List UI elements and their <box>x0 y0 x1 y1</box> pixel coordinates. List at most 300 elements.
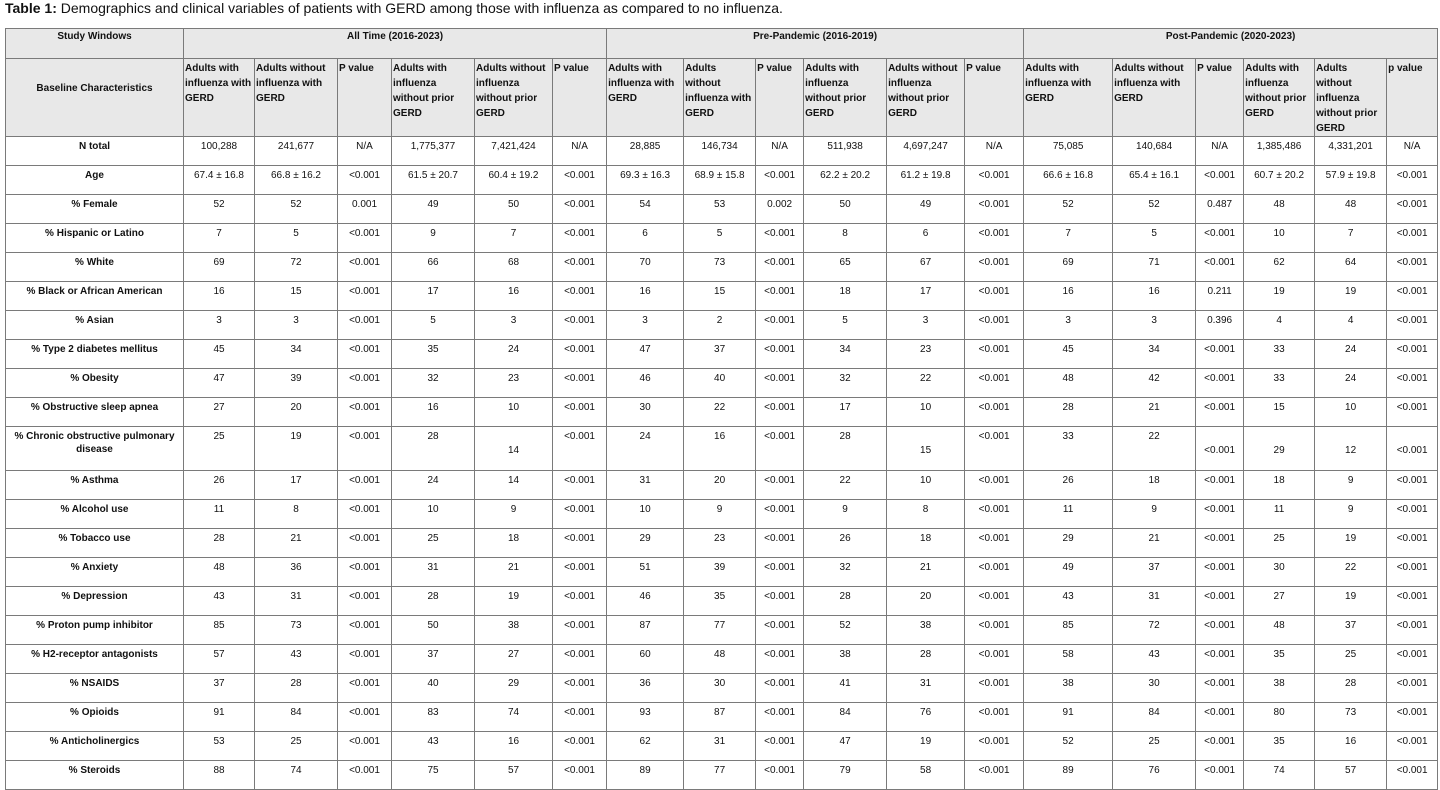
table-cell: 66 <box>392 253 475 282</box>
table-cell: 14 <box>475 427 553 471</box>
table-cell: <0.001 <box>338 645 392 674</box>
table-row <box>6 616 1438 645</box>
table-cell: 37 <box>184 674 255 703</box>
table-cell: <0.001 <box>1196 674 1244 703</box>
column-header: Adults with influenza with GERD <box>607 59 684 137</box>
table-cell: 84 <box>1113 703 1196 732</box>
table-cell: 28 <box>184 529 255 558</box>
table-row <box>6 500 1438 529</box>
table-row <box>6 224 1438 253</box>
table-cell: <0.001 <box>553 369 607 398</box>
table-cell: 30 <box>1244 558 1315 587</box>
table-cell: 9 <box>392 224 475 253</box>
table-cell: 16 <box>1024 282 1113 311</box>
table-cell: 9 <box>475 500 553 529</box>
table-cell: 50 <box>804 195 887 224</box>
table-cell: 47 <box>184 369 255 398</box>
table-cell: 77 <box>684 761 756 790</box>
table-cell: 5 <box>804 311 887 340</box>
table-cell: <0.001 <box>1196 398 1244 427</box>
table-cell: 52 <box>1024 195 1113 224</box>
table-cell: 93 <box>607 703 684 732</box>
table-cell: 35 <box>392 340 475 369</box>
table-cell: 19 <box>887 732 965 761</box>
table-row <box>6 427 1438 471</box>
table-row <box>6 282 1438 311</box>
table-cell: <0.001 <box>553 224 607 253</box>
table-cell: 60 <box>607 645 684 674</box>
table-cell: 89 <box>607 761 684 790</box>
demographics-table <box>5 28 1438 790</box>
table-cell: 21 <box>1113 398 1196 427</box>
table-cell: 64 <box>1315 253 1387 282</box>
table-cell: 21 <box>475 558 553 587</box>
table-cell: 77 <box>684 616 756 645</box>
table-cell: 48 <box>1244 616 1315 645</box>
table-cell: 5 <box>255 224 338 253</box>
table-cell: 9 <box>1315 471 1387 500</box>
table-cell: <0.001 <box>553 253 607 282</box>
table-cell: <0.001 <box>965 369 1024 398</box>
table-cell: 10 <box>887 471 965 500</box>
table-cell: 18 <box>475 529 553 558</box>
table-cell: 57 <box>1315 761 1387 790</box>
table-cell: 47 <box>607 340 684 369</box>
table-cell: 72 <box>255 253 338 282</box>
table-cell: 29 <box>1244 427 1315 471</box>
table-cell: 21 <box>887 558 965 587</box>
table-cell: 4,697,247 <box>887 137 965 166</box>
table-cell: 146,734 <box>684 137 756 166</box>
table-cell: 7,421,424 <box>475 137 553 166</box>
table-cell: 41 <box>804 674 887 703</box>
row-label: % Black or African American <box>6 282 184 311</box>
table-cell: 35 <box>1244 732 1315 761</box>
table-cell: 42 <box>1113 369 1196 398</box>
table-cell: 70 <box>607 253 684 282</box>
table-cell: 17 <box>392 282 475 311</box>
table-cell: 28 <box>1315 674 1387 703</box>
column-header: P value <box>1196 59 1244 137</box>
table-caption <box>5 0 783 20</box>
table-row <box>6 674 1438 703</box>
row-label: % Chronic obstructive pulmonary disease <box>6 427 184 471</box>
column-header: Adults without influenza without prior GERD <box>475 59 553 137</box>
table-cell: 32 <box>804 369 887 398</box>
table-cell: 53 <box>684 195 756 224</box>
table-cell: 28,885 <box>607 137 684 166</box>
table-cell: 38 <box>887 616 965 645</box>
table-cell: <0.001 <box>338 369 392 398</box>
row-label: % Proton pump inhibitor <box>6 616 184 645</box>
table-cell: <0.001 <box>965 427 1024 471</box>
table-cell: 43 <box>392 732 475 761</box>
table-cell: <0.001 <box>1387 340 1438 369</box>
table-cell: <0.001 <box>965 195 1024 224</box>
column-header: Adults with influenza without prior GERD <box>804 59 887 137</box>
table-cell: <0.001 <box>965 529 1024 558</box>
column-header: Adults with influenza without prior GERD <box>1244 59 1315 137</box>
table-cell: 62 <box>1244 253 1315 282</box>
table-cell: 83 <box>392 703 475 732</box>
table-cell: <0.001 <box>338 587 392 616</box>
table-cell: <0.001 <box>756 253 804 282</box>
table-cell: 19 <box>1244 282 1315 311</box>
table-row <box>6 558 1438 587</box>
table-cell: 21 <box>255 529 338 558</box>
table-cell: 9 <box>1113 500 1196 529</box>
table-cell: N/A <box>1196 137 1244 166</box>
row-label: % Alcohol use <box>6 500 184 529</box>
table-cell: 72 <box>1113 616 1196 645</box>
table-cell: 57 <box>475 761 553 790</box>
study-windows-header: Study Windows <box>6 29 184 59</box>
table-cell: <0.001 <box>1196 500 1244 529</box>
table-cell: 60.4 ± 19.2 <box>475 166 553 195</box>
table-cell: 3 <box>1024 311 1113 340</box>
table-cell: 16 <box>684 427 756 471</box>
table-cell: 66.8 ± 16.2 <box>255 166 338 195</box>
table-cell: <0.001 <box>338 529 392 558</box>
table-cell: 48 <box>1315 195 1387 224</box>
table-cell: <0.001 <box>338 616 392 645</box>
table-cell: <0.001 <box>965 471 1024 500</box>
table-row <box>6 398 1438 427</box>
table-cell: 52 <box>1024 732 1113 761</box>
table-cell: <0.001 <box>756 500 804 529</box>
table-cell: 100,288 <box>184 137 255 166</box>
table-cell: <0.001 <box>1196 732 1244 761</box>
baseline-characteristics-header: Baseline Characteristics <box>6 59 184 137</box>
table-cell: 39 <box>255 369 338 398</box>
table-cell: 68 <box>475 253 553 282</box>
table-cell: <0.001 <box>1196 166 1244 195</box>
table-cell: 48 <box>1244 195 1315 224</box>
table-cell: 32 <box>804 558 887 587</box>
table-cell: 68.9 ± 15.8 <box>684 166 756 195</box>
table-cell: 58 <box>887 761 965 790</box>
table-row <box>6 471 1438 500</box>
table-cell: 75 <box>392 761 475 790</box>
table-cell: 34 <box>1113 340 1196 369</box>
table-cell: <0.001 <box>1387 587 1438 616</box>
table-cell: <0.001 <box>965 282 1024 311</box>
table-cell: 31 <box>887 674 965 703</box>
table-cell: 4 <box>1315 311 1387 340</box>
table-cell: 38 <box>1024 674 1113 703</box>
table-cell: 80 <box>1244 703 1315 732</box>
column-header: P value <box>965 59 1024 137</box>
table-cell: <0.001 <box>756 369 804 398</box>
table-cell: 50 <box>392 616 475 645</box>
table-cell: 43 <box>184 587 255 616</box>
table-cell: 84 <box>804 703 887 732</box>
column-header: P value <box>338 59 392 137</box>
table-cell: <0.001 <box>965 645 1024 674</box>
table-cell: 45 <box>1024 340 1113 369</box>
table-cell: 27 <box>475 645 553 674</box>
table-cell: 52 <box>184 195 255 224</box>
table-cell: <0.001 <box>965 587 1024 616</box>
table-cell: <0.001 <box>553 340 607 369</box>
table-cell: 31 <box>392 558 475 587</box>
table-cell: 4 <box>1244 311 1315 340</box>
table-cell: <0.001 <box>1387 398 1438 427</box>
table-cell: 28 <box>392 587 475 616</box>
table-cell: 5 <box>392 311 475 340</box>
table-cell: 29 <box>1024 529 1113 558</box>
row-label: % Depression <box>6 587 184 616</box>
table-cell: <0.001 <box>338 340 392 369</box>
table-cell: 52 <box>255 195 338 224</box>
group-header-pre-pandemic: Pre-Pandemic (2016-2019) <box>607 29 1024 59</box>
row-label: % Anticholinergics <box>6 732 184 761</box>
table-cell: 88 <box>184 761 255 790</box>
table-cell: <0.001 <box>756 674 804 703</box>
table-cell: <0.001 <box>338 732 392 761</box>
table-cell: <0.001 <box>553 311 607 340</box>
table-cell: <0.001 <box>756 761 804 790</box>
table-cell: N/A <box>338 137 392 166</box>
table-cell: 87 <box>684 703 756 732</box>
table-cell: 18 <box>1244 471 1315 500</box>
table-cell: 31 <box>1113 587 1196 616</box>
table-cell: 73 <box>684 253 756 282</box>
table-cell: <0.001 <box>965 224 1024 253</box>
table-cell: 61.5 ± 20.7 <box>392 166 475 195</box>
table-cell: 62 <box>607 732 684 761</box>
table-cell: 85 <box>184 616 255 645</box>
table-cell: <0.001 <box>756 311 804 340</box>
table-cell: 18 <box>804 282 887 311</box>
table-cell: <0.001 <box>338 500 392 529</box>
table-cell: <0.001 <box>1196 471 1244 500</box>
table-cell: <0.001 <box>553 732 607 761</box>
table-cell: 73 <box>1315 703 1387 732</box>
table-cell: 22 <box>1315 558 1387 587</box>
table-cell: <0.001 <box>965 398 1024 427</box>
table-cell: 48 <box>1024 369 1113 398</box>
row-label: % Steroids <box>6 761 184 790</box>
table-cell: 28 <box>255 674 338 703</box>
table-cell: 19 <box>1315 529 1387 558</box>
table-cell: 57.9 ± 19.8 <box>1315 166 1387 195</box>
table-cell: 6 <box>887 224 965 253</box>
table-cell: <0.001 <box>338 282 392 311</box>
table-cell: <0.001 <box>553 282 607 311</box>
table-cell: 12 <box>1315 427 1387 471</box>
table-cell: 37 <box>684 340 756 369</box>
table-cell: 3 <box>184 311 255 340</box>
table-cell: <0.001 <box>553 616 607 645</box>
column-header: Adults with influenza with GERD <box>184 59 255 137</box>
table-cell: 74 <box>475 703 553 732</box>
table-cell: 76 <box>1113 761 1196 790</box>
table-cell: 5 <box>1113 224 1196 253</box>
table-cell: 11 <box>1024 500 1113 529</box>
column-header: P value <box>553 59 607 137</box>
table-cell: 31 <box>255 587 338 616</box>
table-cell: 11 <box>184 500 255 529</box>
table-cell: 26 <box>1024 471 1113 500</box>
table-cell: 40 <box>392 674 475 703</box>
table-cell: <0.001 <box>756 616 804 645</box>
table-cell: 24 <box>1315 340 1387 369</box>
table-cell: 10 <box>887 398 965 427</box>
table-cell: <0.001 <box>756 282 804 311</box>
table-cell: 6 <box>607 224 684 253</box>
table-cell: <0.001 <box>1387 311 1438 340</box>
table-cell: <0.001 <box>1387 703 1438 732</box>
table-cell: 19 <box>1315 587 1387 616</box>
table-cell: 10 <box>607 500 684 529</box>
table-cell: <0.001 <box>1196 427 1244 471</box>
table-cell: <0.001 <box>1196 369 1244 398</box>
row-label: % White <box>6 253 184 282</box>
table-cell: 9 <box>684 500 756 529</box>
table-cell: <0.001 <box>1196 761 1244 790</box>
column-header: Adults without influenza with GERD <box>684 59 756 137</box>
table-cell: <0.001 <box>1196 703 1244 732</box>
table-cell: 37 <box>1315 616 1387 645</box>
table-cell: 8 <box>255 500 338 529</box>
table-row <box>6 253 1438 282</box>
table-cell: 10 <box>1315 398 1387 427</box>
table-cell: 25 <box>184 427 255 471</box>
table-cell: 91 <box>1024 703 1113 732</box>
table-cell: 74 <box>255 761 338 790</box>
table-cell: <0.001 <box>1196 224 1244 253</box>
table-cell: 9 <box>804 500 887 529</box>
table-cell: <0.001 <box>1387 616 1438 645</box>
table-cell: <0.001 <box>1387 761 1438 790</box>
table-cell: 29 <box>475 674 553 703</box>
table-cell: 25 <box>1315 645 1387 674</box>
table-cell: <0.001 <box>553 471 607 500</box>
table-cell: 69 <box>184 253 255 282</box>
row-label: N total <box>6 137 184 166</box>
table-cell: 25 <box>1113 732 1196 761</box>
table-cell: <0.001 <box>965 558 1024 587</box>
table-cell: 36 <box>607 674 684 703</box>
table-cell: 38 <box>804 645 887 674</box>
table-cell: 30 <box>684 674 756 703</box>
table-row <box>6 703 1438 732</box>
table-cell: 16 <box>392 398 475 427</box>
table-cell: <0.001 <box>1387 369 1438 398</box>
table-cell: 17 <box>804 398 887 427</box>
table-cell: <0.001 <box>553 703 607 732</box>
table-cell: <0.001 <box>1387 529 1438 558</box>
table-cell: <0.001 <box>1196 253 1244 282</box>
table-cell: 3 <box>607 311 684 340</box>
row-label: % H2-receptor antagonists <box>6 645 184 674</box>
table-cell: 3 <box>887 311 965 340</box>
table-cell: <0.001 <box>338 471 392 500</box>
table-cell: 37 <box>1113 558 1196 587</box>
table-cell: 16 <box>475 732 553 761</box>
table-cell: 33 <box>1244 340 1315 369</box>
table-cell: <0.001 <box>553 195 607 224</box>
table-cell: <0.001 <box>1196 587 1244 616</box>
column-header: Adults with influenza without prior GERD <box>392 59 475 137</box>
table-cell: 23 <box>684 529 756 558</box>
table-cell: 16 <box>475 282 553 311</box>
table-cell: 54 <box>607 195 684 224</box>
table-cell: 62.2 ± 20.2 <box>804 166 887 195</box>
table-row <box>6 529 1438 558</box>
column-header: p value <box>1387 59 1438 137</box>
row-label: % Opioids <box>6 703 184 732</box>
table-cell: <0.001 <box>756 398 804 427</box>
table-cell: 10 <box>1244 224 1315 253</box>
table-cell: 65 <box>804 253 887 282</box>
table-cell: 1,775,377 <box>392 137 475 166</box>
table-cell: <0.001 <box>756 703 804 732</box>
table-cell: <0.001 <box>338 761 392 790</box>
table-cell: 24 <box>475 340 553 369</box>
table-cell: <0.001 <box>338 311 392 340</box>
table-cell: 7 <box>475 224 553 253</box>
table-cell: 38 <box>1244 674 1315 703</box>
table-cell: 39 <box>684 558 756 587</box>
table-cell: <0.001 <box>756 340 804 369</box>
table-cell: 0.211 <box>1196 282 1244 311</box>
table-cell: 24 <box>1315 369 1387 398</box>
table-cell: 89 <box>1024 761 1113 790</box>
table-cell: 37 <box>392 645 475 674</box>
table-cell: 51 <box>607 558 684 587</box>
table-cell: 35 <box>684 587 756 616</box>
table-cell: 69.3 ± 16.3 <box>607 166 684 195</box>
table-cell: 14 <box>475 471 553 500</box>
table-cell: 28 <box>392 427 475 471</box>
table-cell: 3 <box>255 311 338 340</box>
table-cell: 46 <box>607 587 684 616</box>
table-cell: <0.001 <box>1387 282 1438 311</box>
table-cell: 31 <box>684 732 756 761</box>
table-cell: 19 <box>475 587 553 616</box>
table-cell: <0.001 <box>965 674 1024 703</box>
table-cell: 28 <box>887 645 965 674</box>
table-cell: 18 <box>1113 471 1196 500</box>
table-cell: <0.001 <box>338 398 392 427</box>
table-cell: <0.001 <box>1387 224 1438 253</box>
table-cell: 4,331,201 <box>1315 137 1387 166</box>
table-cell: <0.001 <box>1196 645 1244 674</box>
row-label: % Obesity <box>6 369 184 398</box>
table-cell: 15 <box>684 282 756 311</box>
table-cell: <0.001 <box>756 558 804 587</box>
table-cell: 52 <box>804 616 887 645</box>
table-cell: 53 <box>184 732 255 761</box>
table-cell: <0.001 <box>756 732 804 761</box>
table-cell: 18 <box>887 529 965 558</box>
table-cell: 48 <box>184 558 255 587</box>
table-cell: N/A <box>965 137 1024 166</box>
table-cell: 74 <box>1244 761 1315 790</box>
table-cell: 24 <box>392 471 475 500</box>
table-cell: 49 <box>887 195 965 224</box>
table-cell: 43 <box>1024 587 1113 616</box>
table-cell: 34 <box>804 340 887 369</box>
table-cell: <0.001 <box>1196 616 1244 645</box>
table-cell: 30 <box>1113 674 1196 703</box>
table-cell: 40 <box>684 369 756 398</box>
table-cell: 75,085 <box>1024 137 1113 166</box>
table-cell: 60.7 ± 20.2 <box>1244 166 1315 195</box>
table-cell: <0.001 <box>338 703 392 732</box>
